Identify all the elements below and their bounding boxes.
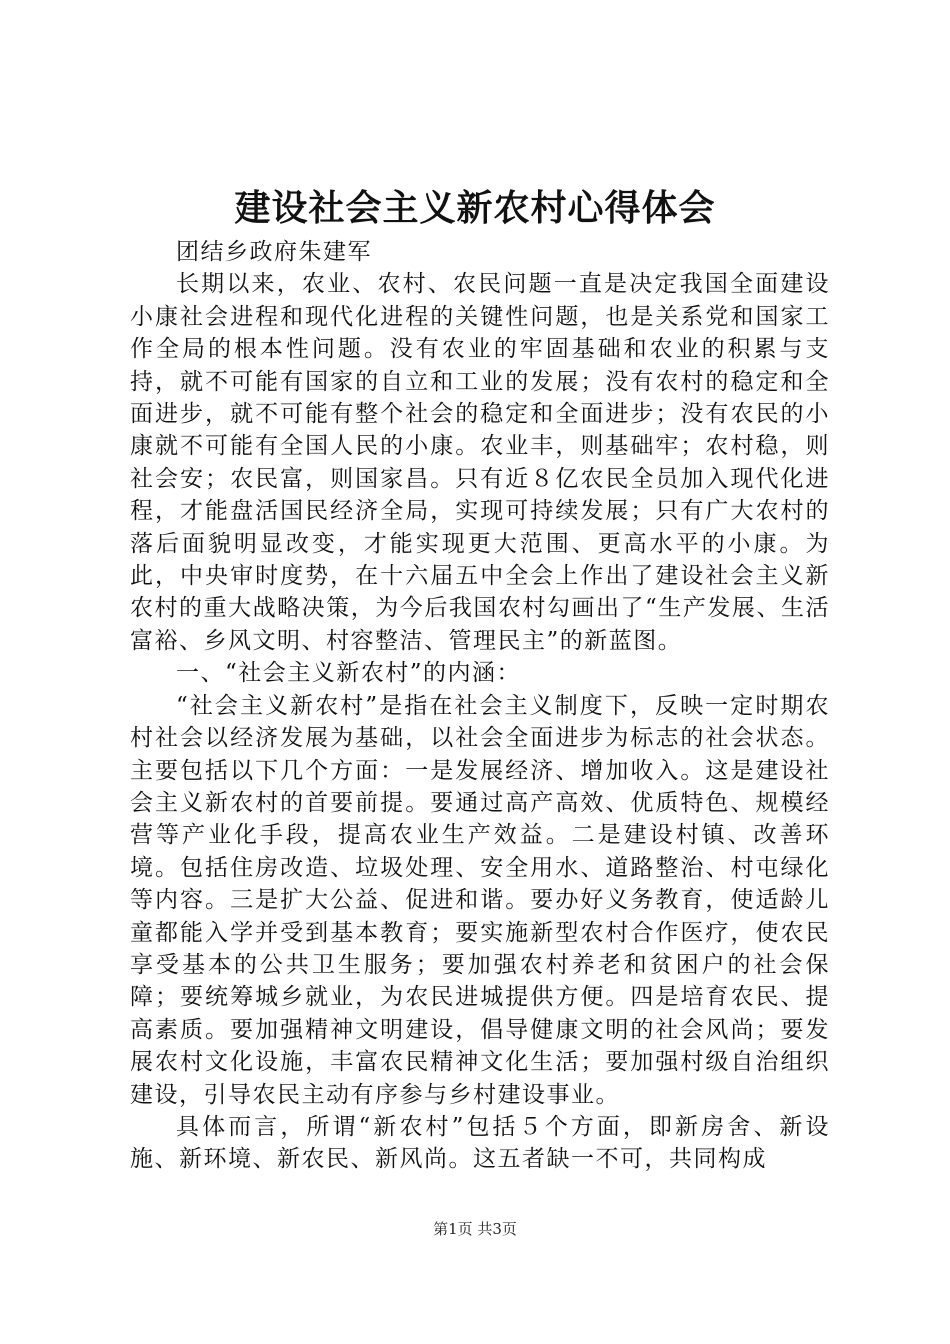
section-heading: 一、“社会主义新农村”的内涵： [176, 660, 522, 687]
paragraph: 具体而言，所谓“新农村”包括５个方面，即新房舍、新设施、新环境、新农民、新风尚。这五者缺一不可，共同构成 [130, 1113, 830, 1173]
paragraph: 长期以来，农业、农村、农民问题一直是决定我国全面建设小康社会进程和现代化进程的关键性问题，也是关系党和国家工作全局的根本性问题。没有农业的牢固基础和农业的积累与支持，就不可能有国家的自立和工业的发展；没有农村的稳定和全面进步，就不可能有整个社会的稳定和全面进步；没有农民的小康就不可能有全国人民的小康。农业丰，则基础牢；农村稳，则社会安；农民富，则国家昌。只有近８亿农民全员加入现代化进程，才能盘活国民经济全局，实现可持续发展；只有广大农村的落后面貌明显改变，才能实现更大范围、更高水平的小康。为此，中央审时度势，在十六届五中全会上作出了建设社会主义新农村的重大战略决策，为今后我国农村勾画出了“生产发展、生活富裕、乡风文明、村容整洁、管理民主”的新蓝图。 [130, 271, 830, 654]
page-footer [0, 1218, 950, 1239]
page-indicator: 第1页 共3页 [433, 1220, 517, 1238]
paragraph: “社会主义新农村”是指在社会主义制度下，反映一定时期农村社会以经济发展为基础，以社会全面进步为标志的社会状态。主要包括以下几个方面：一是发展经济、增加收入。这是建设社会主义新农村的首要前提。要通过高产高效、优质特色、规模经营等产业化手段，提高农业生产效益。二是建设村镇、改善环境。包括住房改造、垃圾处理、安全用水、道路整治、村屯绿化等内容。三是扩大公益、促进和谐。要办好义务教育，使适龄儿童都能入学并受到基本教育；要实施新型农村合作医疗，使农民享受基本的公共卫生服务；要加强农村养老和贫困户的社会保障；要统筹城乡就业，为农民进城提供方便。四是培育农民、提高素质。要加强精神文明建设，倡导健康文明的社会风尚；要发展农村文化设施，丰富农民精神文化生活；要加强村级自治组织建设，引导农民主动有序参与乡村建设事业。 [130, 692, 830, 1108]
document-title: 建设社会主义新农村心得体会 [234, 187, 716, 229]
author-line: 团结乡政府朱建军 [176, 239, 372, 265]
document-body [130, 236, 830, 1176]
